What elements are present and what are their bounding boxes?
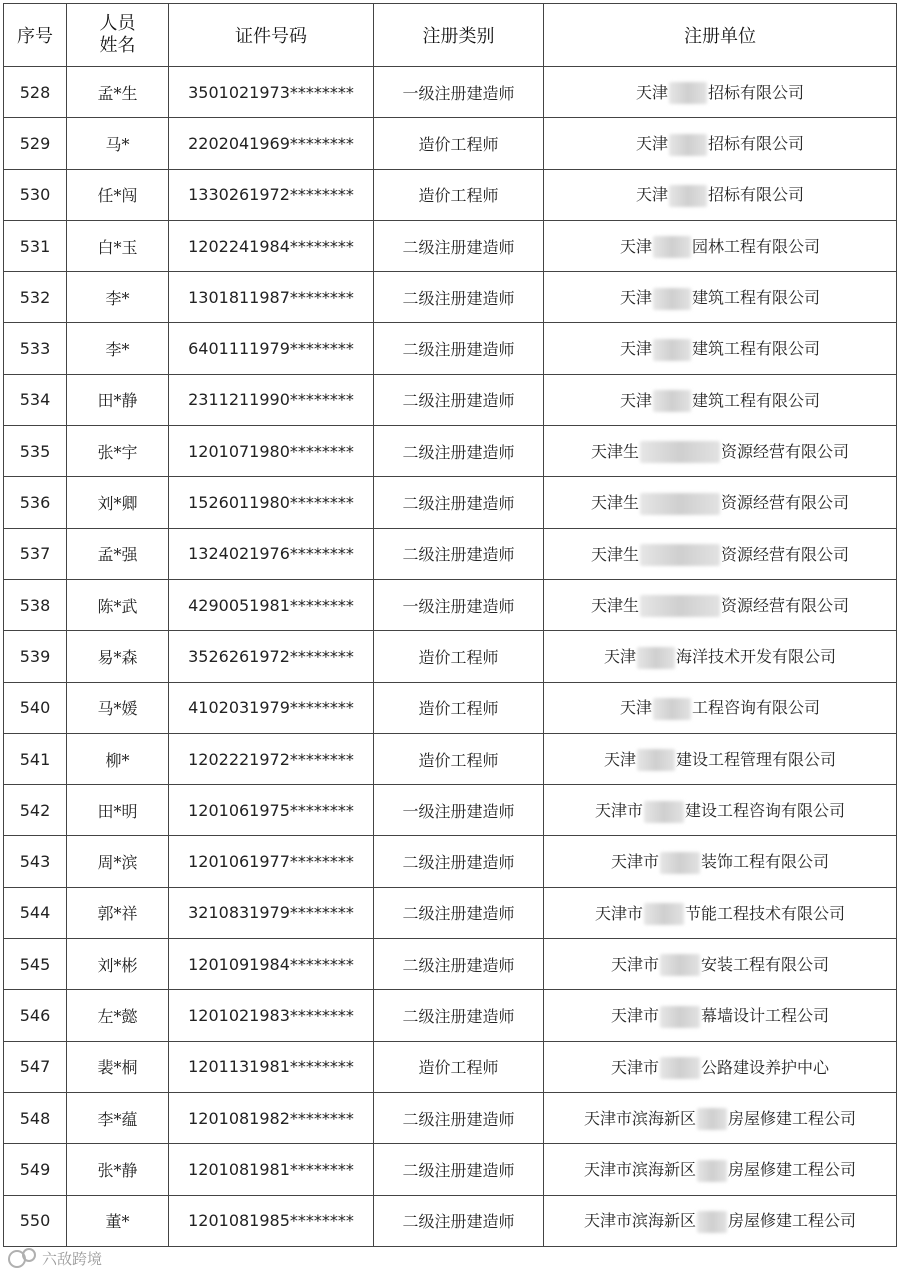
cell-id: 2311211990********	[169, 374, 374, 425]
cell-category: 二级注册建造师	[374, 1144, 544, 1195]
unit-prefix: 天津	[635, 82, 668, 102]
unit-suffix: 资源经营有限公司	[721, 493, 850, 513]
cell-name: 左*懿	[67, 990, 169, 1041]
cell-unit	[544, 836, 897, 887]
cell-id: 3210831979********	[169, 887, 374, 938]
cell-name: 张*静	[67, 1144, 169, 1195]
cell-no: 547	[4, 1041, 67, 1092]
cell-unit	[544, 733, 897, 784]
cell-name: 田*静	[67, 374, 169, 425]
header-unit: 注册单位	[544, 4, 897, 67]
cell-name: 李*	[67, 323, 169, 374]
header-name-line1: 人员	[99, 13, 136, 34]
cell-category: 二级注册建造师	[374, 939, 544, 990]
cell-name: 陈*武	[67, 579, 169, 630]
redaction-blur	[640, 493, 720, 515]
cell-category: 二级注册建造师	[374, 528, 544, 579]
redaction-blur	[653, 698, 691, 720]
cell-unit	[544, 118, 897, 169]
cell-unit	[544, 169, 897, 220]
unit-prefix: 天津	[619, 390, 652, 410]
cell-unit	[544, 374, 897, 425]
cell-unit	[544, 579, 897, 630]
cell-no: 539	[4, 631, 67, 682]
unit-prefix: 天津	[619, 236, 652, 256]
cell-category: 一级注册建造师	[374, 785, 544, 836]
unit-prefix: 天津市	[610, 1057, 659, 1077]
cell-id: 1526011980********	[169, 477, 374, 528]
redaction-blur	[669, 82, 707, 104]
cell-category: 一级注册建造师	[374, 67, 544, 118]
unit-prefix: 天津市滨海新区	[583, 1108, 696, 1128]
unit-prefix: 天津	[603, 749, 636, 769]
cell-unit	[544, 220, 897, 271]
watermark-text: 六敌跨境	[42, 1249, 103, 1268]
header-id: 证件号码	[169, 4, 374, 67]
redaction-blur	[697, 1211, 727, 1233]
cell-no: 536	[4, 477, 67, 528]
cell-category: 二级注册建造师	[374, 220, 544, 271]
unit-suffix: 公路建设养护中心	[701, 1057, 830, 1077]
unit-prefix: 天津生	[590, 595, 639, 615]
redaction-blur	[637, 647, 675, 669]
cell-category: 造价工程师	[374, 631, 544, 682]
cell-unit	[544, 1195, 897, 1246]
cell-no: 531	[4, 220, 67, 271]
cell-name: 裴*桐	[67, 1041, 169, 1092]
table-header-row	[4, 4, 897, 67]
cell-id: 3526261972********	[169, 631, 374, 682]
redaction-blur	[697, 1160, 727, 1182]
cell-id: 1202221972********	[169, 733, 374, 784]
cell-no: 534	[4, 374, 67, 425]
unit-prefix: 天津市滨海新区	[583, 1211, 696, 1231]
cell-name: 孟*强	[67, 528, 169, 579]
table-row	[4, 426, 897, 477]
unit-suffix: 房屋修建工程公司	[728, 1108, 857, 1128]
cell-category: 二级注册建造师	[374, 1195, 544, 1246]
cell-name: 刘*卿	[67, 477, 169, 528]
cell-unit	[544, 67, 897, 118]
cell-unit	[544, 682, 897, 733]
redaction-blur	[640, 544, 720, 566]
registration-table	[3, 3, 897, 1247]
unit-suffix: 幕墙设计工程公司	[701, 1006, 830, 1026]
cell-category: 一级注册建造师	[374, 579, 544, 630]
cell-no: 538	[4, 579, 67, 630]
cell-no: 541	[4, 733, 67, 784]
unit-suffix: 建筑工程有限公司	[692, 339, 821, 359]
watermark-logo-icon	[8, 1248, 38, 1268]
cell-no: 529	[4, 118, 67, 169]
cell-name: 董*	[67, 1195, 169, 1246]
table-row	[4, 169, 897, 220]
cell-no: 540	[4, 682, 67, 733]
cell-id: 1324021976********	[169, 528, 374, 579]
unit-suffix: 工程咨询有限公司	[692, 698, 821, 718]
cell-unit	[544, 939, 897, 990]
unit-suffix: 招标有限公司	[708, 134, 805, 154]
cell-no: 533	[4, 323, 67, 374]
cell-name: 易*森	[67, 631, 169, 682]
cell-category: 二级注册建造师	[374, 990, 544, 1041]
cell-unit	[544, 1092, 897, 1143]
table-row	[4, 785, 897, 836]
cell-unit	[544, 990, 897, 1041]
unit-suffix: 建筑工程有限公司	[692, 390, 821, 410]
cell-id: 1201061975********	[169, 785, 374, 836]
cell-category: 二级注册建造师	[374, 272, 544, 323]
watermark	[8, 1246, 102, 1270]
unit-suffix: 招标有限公司	[708, 82, 805, 102]
cell-id: 1202241984********	[169, 220, 374, 271]
redaction-blur	[637, 749, 675, 771]
cell-id: 1201091984********	[169, 939, 374, 990]
table-row	[4, 272, 897, 323]
table-row	[4, 323, 897, 374]
redaction-blur	[653, 339, 691, 361]
cell-category: 二级注册建造师	[374, 1092, 544, 1143]
cell-no: 530	[4, 169, 67, 220]
table-row	[4, 67, 897, 118]
cell-unit	[544, 785, 897, 836]
table-row	[4, 1092, 897, 1143]
redaction-blur	[660, 852, 700, 874]
redaction-blur	[660, 1057, 700, 1079]
unit-prefix: 天津	[619, 339, 652, 359]
cell-id: 6401111979********	[169, 323, 374, 374]
cell-unit	[544, 631, 897, 682]
unit-suffix: 园林工程有限公司	[692, 236, 821, 256]
unit-suffix: 资源经营有限公司	[721, 595, 850, 615]
table-row	[4, 118, 897, 169]
cell-no: 537	[4, 528, 67, 579]
cell-id: 1201131981********	[169, 1041, 374, 1092]
cell-category: 二级注册建造师	[374, 836, 544, 887]
cell-name: 周*滨	[67, 836, 169, 887]
cell-unit	[544, 426, 897, 477]
table-row	[4, 579, 897, 630]
unit-suffix: 海洋技术开发有限公司	[676, 647, 837, 667]
header-name	[67, 4, 169, 67]
redaction-blur	[660, 1006, 700, 1028]
cell-id: 1201061977********	[169, 836, 374, 887]
unit-suffix: 节能工程技术有限公司	[685, 903, 846, 923]
redaction-blur	[644, 903, 684, 925]
unit-prefix: 天津市滨海新区	[583, 1160, 696, 1180]
cell-name: 柳*	[67, 733, 169, 784]
cell-no: 550	[4, 1195, 67, 1246]
cell-name: 李*	[67, 272, 169, 323]
unit-suffix: 安装工程有限公司	[701, 954, 830, 974]
table-row	[4, 528, 897, 579]
unit-prefix: 天津市	[610, 852, 659, 872]
unit-prefix: 天津	[619, 698, 652, 718]
unit-suffix: 建设工程管理有限公司	[676, 749, 837, 769]
redaction-blur	[653, 236, 691, 258]
header-name-line2: 姓名	[99, 35, 136, 56]
cell-id: 1201021983********	[169, 990, 374, 1041]
unit-prefix: 天津	[635, 185, 668, 205]
cell-category: 造价工程师	[374, 118, 544, 169]
cell-id: 1301811987********	[169, 272, 374, 323]
table-row	[4, 374, 897, 425]
redaction-blur	[660, 954, 700, 976]
table-row	[4, 1041, 897, 1092]
cell-no: 535	[4, 426, 67, 477]
cell-category: 二级注册建造师	[374, 323, 544, 374]
cell-no: 528	[4, 67, 67, 118]
cell-id: 1201081985********	[169, 1195, 374, 1246]
redaction-blur	[669, 185, 707, 207]
cell-name: 孟*生	[67, 67, 169, 118]
redaction-blur	[697, 1108, 727, 1130]
redaction-blur	[653, 288, 691, 310]
unit-prefix: 天津市	[594, 903, 643, 923]
table-row	[4, 1144, 897, 1195]
unit-suffix: 房屋修建工程公司	[728, 1160, 857, 1180]
table-row	[4, 1195, 897, 1246]
cell-unit	[544, 272, 897, 323]
cell-name: 李*蕴	[67, 1092, 169, 1143]
cell-no: 546	[4, 990, 67, 1041]
cell-unit	[544, 477, 897, 528]
cell-no: 548	[4, 1092, 67, 1143]
unit-prefix: 天津生	[590, 441, 639, 461]
redaction-blur	[640, 441, 720, 463]
cell-category: 造价工程师	[374, 733, 544, 784]
cell-id: 3501021973********	[169, 67, 374, 118]
cell-no: 545	[4, 939, 67, 990]
cell-name: 白*玉	[67, 220, 169, 271]
table-row	[4, 220, 897, 271]
cell-unit	[544, 1041, 897, 1092]
unit-prefix: 天津生	[590, 544, 639, 564]
table-row	[4, 631, 897, 682]
unit-prefix: 天津市	[594, 801, 643, 821]
cell-category: 造价工程师	[374, 169, 544, 220]
cell-category: 造价工程师	[374, 1041, 544, 1092]
redaction-blur	[669, 134, 707, 156]
cell-name: 张*宇	[67, 426, 169, 477]
unit-suffix: 房屋修建工程公司	[728, 1211, 857, 1231]
cell-name: 田*明	[67, 785, 169, 836]
unit-suffix: 资源经营有限公司	[721, 544, 850, 564]
unit-suffix: 建筑工程有限公司	[692, 288, 821, 308]
cell-id: 1201081981********	[169, 1144, 374, 1195]
unit-suffix: 建设工程咨询有限公司	[685, 801, 846, 821]
cell-no: 544	[4, 887, 67, 938]
header-category: 注册类别	[374, 4, 544, 67]
cell-name: 郭*祥	[67, 887, 169, 938]
cell-unit	[544, 528, 897, 579]
unit-prefix: 天津	[635, 134, 668, 154]
cell-no: 549	[4, 1144, 67, 1195]
redaction-blur	[653, 390, 691, 412]
cell-unit	[544, 1144, 897, 1195]
cell-category: 二级注册建造师	[374, 887, 544, 938]
cell-id: 2202041969********	[169, 118, 374, 169]
redaction-blur	[644, 801, 684, 823]
unit-prefix: 天津市	[610, 1006, 659, 1026]
table-row	[4, 682, 897, 733]
unit-suffix: 装饰工程有限公司	[701, 852, 830, 872]
cell-category: 造价工程师	[374, 682, 544, 733]
cell-name: 任*闯	[67, 169, 169, 220]
unit-prefix: 天津生	[590, 493, 639, 513]
header-no: 序号	[4, 4, 67, 67]
unit-suffix: 资源经营有限公司	[721, 441, 850, 461]
cell-name: 刘*彬	[67, 939, 169, 990]
cell-id: 4290051981********	[169, 579, 374, 630]
cell-id: 1330261972********	[169, 169, 374, 220]
table-body	[4, 67, 897, 1247]
unit-suffix: 招标有限公司	[708, 185, 805, 205]
unit-prefix: 天津市	[610, 954, 659, 974]
cell-id: 4102031979********	[169, 682, 374, 733]
cell-no: 542	[4, 785, 67, 836]
table-row	[4, 990, 897, 1041]
table-row	[4, 939, 897, 990]
cell-no: 543	[4, 836, 67, 887]
cell-name: 马*	[67, 118, 169, 169]
table-row	[4, 836, 897, 887]
table-row	[4, 477, 897, 528]
cell-category: 二级注册建造师	[374, 477, 544, 528]
cell-id: 1201071980********	[169, 426, 374, 477]
unit-prefix: 天津	[619, 288, 652, 308]
cell-category: 二级注册建造师	[374, 374, 544, 425]
table-row	[4, 733, 897, 784]
cell-unit	[544, 887, 897, 938]
redaction-blur	[640, 595, 720, 617]
cell-id: 1201081982********	[169, 1092, 374, 1143]
unit-prefix: 天津	[603, 647, 636, 667]
cell-unit	[544, 323, 897, 374]
cell-no: 532	[4, 272, 67, 323]
cell-category: 二级注册建造师	[374, 426, 544, 477]
table-row	[4, 887, 897, 938]
cell-name: 马*媛	[67, 682, 169, 733]
